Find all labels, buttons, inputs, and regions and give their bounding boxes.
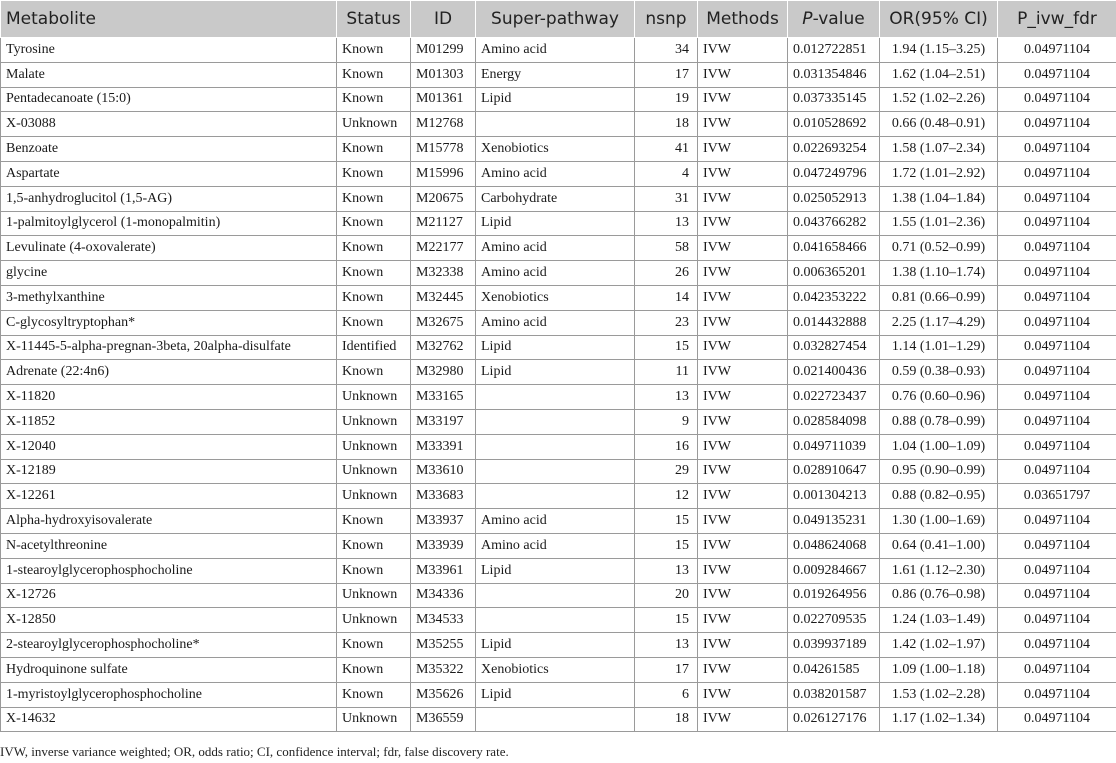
cell-method: IVW: [698, 509, 788, 534]
cell-p-ivw-fdr: 0.04971104: [998, 434, 1116, 459]
cell-p-ivw-fdr: 0.04971104: [998, 161, 1116, 186]
cell-status: Unknown: [337, 459, 411, 484]
cell-p-value: 0.049711039: [788, 434, 880, 459]
cell-status: Unknown: [337, 434, 411, 459]
cell-status: Unknown: [337, 484, 411, 509]
cell-p-value: 0.019264956: [788, 583, 880, 608]
cell-method: IVW: [698, 484, 788, 509]
cell-or-ci: 0.81 (0.66–0.99): [880, 285, 998, 310]
cell-metabolite: 1-stearoylglycerophosphocholine: [1, 558, 337, 583]
table-row: [1, 409, 1116, 434]
cell-nsnp: 9: [635, 409, 698, 434]
cell-or-ci: 1.42 (1.02–1.97): [880, 633, 998, 658]
cell-metabolite: Alpha-hydroxyisovalerate: [1, 509, 337, 534]
cell-status: Known: [337, 533, 411, 558]
cell-status: Known: [337, 682, 411, 707]
cell-or-ci: 0.66 (0.48–0.91): [880, 112, 998, 137]
cell-id: M12768: [411, 112, 476, 137]
cell-or-ci: 0.76 (0.60–0.96): [880, 385, 998, 410]
cell-id: M32980: [411, 360, 476, 385]
cell-p-ivw-fdr: 0.04971104: [998, 38, 1116, 63]
cell-or-ci: 1.58 (1.07–2.34): [880, 137, 998, 162]
cell-method: IVW: [698, 38, 788, 63]
cell-nsnp: 4: [635, 161, 698, 186]
cell-metabolite: 1,5-anhydroglucitol (1,5-AG): [1, 186, 337, 211]
header-or-ci: OR(95% CI): [880, 1, 998, 38]
header-methods: Methods: [698, 1, 788, 38]
cell-p-value: 0.041658466: [788, 236, 880, 261]
cell-p-value: 0.022693254: [788, 137, 880, 162]
cell-status: Unknown: [337, 409, 411, 434]
cell-nsnp: 15: [635, 335, 698, 360]
cell-p-ivw-fdr: 0.04971104: [998, 459, 1116, 484]
cell-super-pathway: Energy: [476, 62, 635, 87]
cell-id: M22177: [411, 236, 476, 261]
cell-status: Known: [337, 62, 411, 87]
cell-p-value: 0.025052913: [788, 186, 880, 211]
cell-super-pathway: [476, 459, 635, 484]
header-p-value: [788, 1, 880, 38]
cell-status: Unknown: [337, 707, 411, 732]
table-row: [1, 459, 1116, 484]
cell-nsnp: 16: [635, 434, 698, 459]
cell-super-pathway: Lipid: [476, 558, 635, 583]
cell-method: IVW: [698, 261, 788, 286]
table-row: [1, 112, 1116, 137]
cell-p-value: 0.042353222: [788, 285, 880, 310]
cell-method: IVW: [698, 112, 788, 137]
cell-super-pathway: Amino acid: [476, 161, 635, 186]
cell-id: M21127: [411, 211, 476, 236]
cell-method: IVW: [698, 533, 788, 558]
header-metabolite: Metabolite: [1, 1, 337, 38]
cell-metabolite: Hydroquinone sulfate: [1, 657, 337, 682]
cell-p-value: 0.022709535: [788, 608, 880, 633]
cell-or-ci: 0.95 (0.90–0.99): [880, 459, 998, 484]
cell-p-value: 0.031354846: [788, 62, 880, 87]
table-row: [1, 633, 1116, 658]
cell-p-ivw-fdr: 0.04971104: [998, 335, 1116, 360]
cell-p-ivw-fdr: 0.03651797: [998, 484, 1116, 509]
cell-p-value: 0.038201587: [788, 682, 880, 707]
cell-id: M36559: [411, 707, 476, 732]
cell-p-ivw-fdr: 0.04971104: [998, 310, 1116, 335]
cell-nsnp: 13: [635, 385, 698, 410]
cell-super-pathway: Xenobiotics: [476, 285, 635, 310]
cell-p-ivw-fdr: 0.04971104: [998, 236, 1116, 261]
cell-method: IVW: [698, 682, 788, 707]
cell-metabolite: X-12726: [1, 583, 337, 608]
table-row: [1, 186, 1116, 211]
cell-metabolite: glycine: [1, 261, 337, 286]
cell-or-ci: 1.94 (1.15–3.25): [880, 38, 998, 63]
cell-p-ivw-fdr: 0.04971104: [998, 583, 1116, 608]
cell-method: IVW: [698, 459, 788, 484]
cell-or-ci: 1.17 (1.02–1.34): [880, 707, 998, 732]
cell-status: Known: [337, 633, 411, 658]
table-row: [1, 310, 1116, 335]
cell-p-value: 0.001304213: [788, 484, 880, 509]
cell-super-pathway: Lipid: [476, 335, 635, 360]
cell-p-ivw-fdr: 0.04971104: [998, 657, 1116, 682]
cell-p-value: 0.039937189: [788, 633, 880, 658]
cell-status: Unknown: [337, 583, 411, 608]
header-status: Status: [337, 1, 411, 38]
table-header-row: [1, 1, 1116, 38]
cell-status: Known: [337, 657, 411, 682]
cell-method: IVW: [698, 657, 788, 682]
cell-metabolite: X-14632: [1, 707, 337, 732]
cell-p-ivw-fdr: 0.04971104: [998, 707, 1116, 732]
cell-metabolite: Aspartate: [1, 161, 337, 186]
cell-super-pathway: [476, 385, 635, 410]
cell-id: M35322: [411, 657, 476, 682]
cell-method: IVW: [698, 335, 788, 360]
table-row: [1, 211, 1116, 236]
cell-nsnp: 14: [635, 285, 698, 310]
cell-status: Unknown: [337, 608, 411, 633]
cell-or-ci: 1.61 (1.12–2.30): [880, 558, 998, 583]
cell-p-value: 0.037335145: [788, 87, 880, 112]
cell-p-ivw-fdr: 0.04971104: [998, 409, 1116, 434]
cell-method: IVW: [698, 558, 788, 583]
cell-id: M32338: [411, 261, 476, 286]
cell-id: M01361: [411, 87, 476, 112]
cell-p-value: 0.048624068: [788, 533, 880, 558]
cell-method: IVW: [698, 285, 788, 310]
cell-or-ci: 0.71 (0.52–0.99): [880, 236, 998, 261]
cell-p-ivw-fdr: 0.04971104: [998, 87, 1116, 112]
cell-status: Known: [337, 161, 411, 186]
table-row: [1, 360, 1116, 385]
cell-or-ci: 0.64 (0.41–1.00): [880, 533, 998, 558]
table-row: [1, 682, 1116, 707]
cell-p-ivw-fdr: 0.04971104: [998, 211, 1116, 236]
cell-status: Known: [337, 87, 411, 112]
cell-or-ci: 1.55 (1.01–2.36): [880, 211, 998, 236]
cell-p-value: 0.026127176: [788, 707, 880, 732]
cell-p-value: 0.009284667: [788, 558, 880, 583]
cell-id: M15778: [411, 137, 476, 162]
cell-p-ivw-fdr: 0.04971104: [998, 360, 1116, 385]
cell-p-ivw-fdr: 0.04971104: [998, 261, 1116, 286]
cell-nsnp: 29: [635, 459, 698, 484]
table-row: [1, 533, 1116, 558]
cell-or-ci: 0.88 (0.82–0.95): [880, 484, 998, 509]
table-row: [1, 657, 1116, 682]
cell-metabolite: Adrenate (22:4n6): [1, 360, 337, 385]
cell-nsnp: 26: [635, 261, 698, 286]
cell-or-ci: 1.62 (1.04–2.51): [880, 62, 998, 87]
cell-nsnp: 13: [635, 633, 698, 658]
cell-super-pathway: Amino acid: [476, 509, 635, 534]
cell-super-pathway: Amino acid: [476, 310, 635, 335]
cell-or-ci: 1.30 (1.00–1.69): [880, 509, 998, 534]
cell-p-value: 0.006365201: [788, 261, 880, 286]
table-row: [1, 558, 1116, 583]
cell-nsnp: 31: [635, 186, 698, 211]
table-row: [1, 261, 1116, 286]
cell-nsnp: 17: [635, 62, 698, 87]
cell-super-pathway: Lipid: [476, 211, 635, 236]
table-row: [1, 509, 1116, 534]
cell-method: IVW: [698, 137, 788, 162]
cell-p-ivw-fdr: 0.04971104: [998, 385, 1116, 410]
cell-id: M32675: [411, 310, 476, 335]
cell-p-value: 0.049135231: [788, 509, 880, 534]
table-row: [1, 236, 1116, 261]
cell-id: M01299: [411, 38, 476, 63]
header-p-ivw-fdr: P_ivw_fdr: [998, 1, 1116, 38]
cell-or-ci: 0.59 (0.38–0.93): [880, 360, 998, 385]
cell-p-ivw-fdr: 0.04971104: [998, 633, 1116, 658]
cell-super-pathway: [476, 707, 635, 732]
table-row: [1, 583, 1116, 608]
cell-status: Known: [337, 360, 411, 385]
cell-status: Unknown: [337, 385, 411, 410]
cell-nsnp: 41: [635, 137, 698, 162]
cell-p-value: 0.028910647: [788, 459, 880, 484]
table-row: [1, 434, 1116, 459]
table-body: [1, 38, 1116, 732]
cell-metabolite: N-acetylthreonine: [1, 533, 337, 558]
cell-id: M35255: [411, 633, 476, 658]
table-row: [1, 38, 1116, 63]
cell-super-pathway: Amino acid: [476, 533, 635, 558]
table-row: [1, 87, 1116, 112]
cell-nsnp: 34: [635, 38, 698, 63]
cell-method: IVW: [698, 186, 788, 211]
cell-p-ivw-fdr: 0.04971104: [998, 509, 1116, 534]
cell-method: IVW: [698, 87, 788, 112]
header-super-pathway: Super-pathway: [476, 1, 635, 38]
cell-super-pathway: [476, 434, 635, 459]
table-row: [1, 484, 1116, 509]
cell-nsnp: 15: [635, 533, 698, 558]
cell-method: IVW: [698, 633, 788, 658]
cell-or-ci: 0.88 (0.78–0.99): [880, 409, 998, 434]
cell-metabolite: Pentadecanoate (15:0): [1, 87, 337, 112]
cell-nsnp: 23: [635, 310, 698, 335]
cell-id: M20675: [411, 186, 476, 211]
cell-nsnp: 15: [635, 608, 698, 633]
header-p-italic: P: [802, 9, 813, 29]
table-row: [1, 285, 1116, 310]
cell-super-pathway: Lipid: [476, 682, 635, 707]
cell-method: IVW: [698, 360, 788, 385]
cell-p-value: 0.012722851: [788, 38, 880, 63]
cell-metabolite: Levulinate (4-oxovalerate): [1, 236, 337, 261]
table-row: [1, 137, 1116, 162]
cell-or-ci: 1.38 (1.04–1.84): [880, 186, 998, 211]
cell-metabolite: Tyrosine: [1, 38, 337, 63]
table-row: [1, 385, 1116, 410]
cell-method: IVW: [698, 161, 788, 186]
cell-nsnp: 19: [635, 87, 698, 112]
cell-metabolite: X-11820: [1, 385, 337, 410]
cell-p-value: 0.022723437: [788, 385, 880, 410]
cell-metabolite: 1-palmitoylglycerol (1-monopalmitin): [1, 211, 337, 236]
cell-method: IVW: [698, 583, 788, 608]
cell-method: IVW: [698, 236, 788, 261]
cell-p-value: 0.028584098: [788, 409, 880, 434]
table-row: [1, 707, 1116, 732]
cell-metabolite: X-12189: [1, 459, 337, 484]
cell-id: M33683: [411, 484, 476, 509]
cell-super-pathway: Amino acid: [476, 261, 635, 286]
cell-status: Known: [337, 509, 411, 534]
cell-id: M33165: [411, 385, 476, 410]
header-p-rest: -value: [812, 9, 865, 29]
cell-or-ci: 1.14 (1.01–1.29): [880, 335, 998, 360]
cell-id: M33391: [411, 434, 476, 459]
cell-metabolite: C-glycosyltryptophan*: [1, 310, 337, 335]
cell-status: Known: [337, 38, 411, 63]
cell-nsnp: 17: [635, 657, 698, 682]
cell-id: M32445: [411, 285, 476, 310]
cell-status: Known: [337, 236, 411, 261]
cell-super-pathway: Amino acid: [476, 236, 635, 261]
cell-super-pathway: [476, 484, 635, 509]
cell-id: M33961: [411, 558, 476, 583]
cell-p-value: 0.04261585: [788, 657, 880, 682]
table-row: [1, 608, 1116, 633]
cell-nsnp: 13: [635, 558, 698, 583]
header-id: ID: [411, 1, 476, 38]
cell-p-ivw-fdr: 0.04971104: [998, 137, 1116, 162]
cell-nsnp: 18: [635, 707, 698, 732]
cell-p-ivw-fdr: 0.04971104: [998, 533, 1116, 558]
cell-metabolite: 2-stearoylglycerophosphocholine*: [1, 633, 337, 658]
cell-super-pathway: Amino acid: [476, 38, 635, 63]
cell-super-pathway: Lipid: [476, 360, 635, 385]
cell-metabolite: X-11852: [1, 409, 337, 434]
cell-metabolite: X-12261: [1, 484, 337, 509]
cell-id: M34336: [411, 583, 476, 608]
cell-status: Known: [337, 261, 411, 286]
cell-metabolite: X-12040: [1, 434, 337, 459]
cell-status: Identified: [337, 335, 411, 360]
cell-id: M33610: [411, 459, 476, 484]
cell-id: M33937: [411, 509, 476, 534]
cell-or-ci: 2.25 (1.17–4.29): [880, 310, 998, 335]
cell-nsnp: 15: [635, 509, 698, 534]
cell-or-ci: 1.72 (1.01–2.92): [880, 161, 998, 186]
cell-super-pathway: Xenobiotics: [476, 657, 635, 682]
cell-p-ivw-fdr: 0.04971104: [998, 558, 1116, 583]
cell-method: IVW: [698, 707, 788, 732]
cell-metabolite: X-11445-5-alpha-pregnan-3beta, 20alpha-disulfate: [1, 335, 337, 360]
cell-or-ci: 1.09 (1.00–1.18): [880, 657, 998, 682]
cell-p-ivw-fdr: 0.04971104: [998, 112, 1116, 137]
cell-p-ivw-fdr: 0.04971104: [998, 186, 1116, 211]
cell-id: M35626: [411, 682, 476, 707]
table-footnote: IVW, inverse variance weighted; OR, odds ratio; CI, confidence interval; fdr, false discovery rate.: [0, 744, 509, 759]
cell-p-value: 0.032827454: [788, 335, 880, 360]
cell-or-ci: 1.38 (1.10–1.74): [880, 261, 998, 286]
cell-super-pathway: [476, 583, 635, 608]
cell-or-ci: 1.52 (1.02–2.26): [880, 87, 998, 112]
cell-or-ci: 1.04 (1.00–1.09): [880, 434, 998, 459]
cell-or-ci: 1.24 (1.03–1.49): [880, 608, 998, 633]
table-row: [1, 161, 1116, 186]
table-row: [1, 335, 1116, 360]
cell-metabolite: X-03088: [1, 112, 337, 137]
cell-super-pathway: Lipid: [476, 633, 635, 658]
cell-method: IVW: [698, 62, 788, 87]
cell-nsnp: 12: [635, 484, 698, 509]
cell-status: Known: [337, 137, 411, 162]
cell-p-ivw-fdr: 0.04971104: [998, 62, 1116, 87]
cell-p-ivw-fdr: 0.04971104: [998, 608, 1116, 633]
cell-id: M33197: [411, 409, 476, 434]
cell-or-ci: 0.86 (0.76–0.98): [880, 583, 998, 608]
cell-status: Unknown: [337, 112, 411, 137]
cell-super-pathway: [476, 409, 635, 434]
cell-super-pathway: Lipid: [476, 87, 635, 112]
cell-nsnp: 6: [635, 682, 698, 707]
cell-p-value: 0.047249796: [788, 161, 880, 186]
cell-metabolite: X-12850: [1, 608, 337, 633]
cell-p-ivw-fdr: 0.04971104: [998, 285, 1116, 310]
cell-id: M15996: [411, 161, 476, 186]
cell-nsnp: 18: [635, 112, 698, 137]
cell-metabolite: 3-methylxanthine: [1, 285, 337, 310]
cell-super-pathway: Xenobiotics: [476, 137, 635, 162]
cell-nsnp: 58: [635, 236, 698, 261]
cell-status: Known: [337, 211, 411, 236]
cell-super-pathway: [476, 608, 635, 633]
cell-method: IVW: [698, 409, 788, 434]
cell-p-value: 0.014432888: [788, 310, 880, 335]
cell-status: Known: [337, 285, 411, 310]
cell-status: Known: [337, 310, 411, 335]
cell-id: M01303: [411, 62, 476, 87]
cell-method: IVW: [698, 211, 788, 236]
cell-id: M32762: [411, 335, 476, 360]
cell-p-value: 0.021400436: [788, 360, 880, 385]
cell-status: Known: [337, 558, 411, 583]
cell-status: Known: [337, 186, 411, 211]
cell-nsnp: 13: [635, 211, 698, 236]
cell-nsnp: 11: [635, 360, 698, 385]
cell-metabolite: Malate: [1, 62, 337, 87]
cell-super-pathway: Carbohydrate: [476, 186, 635, 211]
cell-super-pathway: [476, 112, 635, 137]
cell-method: IVW: [698, 310, 788, 335]
cell-nsnp: 20: [635, 583, 698, 608]
table-row: [1, 62, 1116, 87]
cell-p-ivw-fdr: 0.04971104: [998, 682, 1116, 707]
cell-p-value: 0.043766282: [788, 211, 880, 236]
cell-metabolite: 1-myristoylglycerophosphocholine: [1, 682, 337, 707]
cell-or-ci: 1.53 (1.02–2.28): [880, 682, 998, 707]
cell-method: IVW: [698, 434, 788, 459]
cell-id: M34533: [411, 608, 476, 633]
cell-id: M33939: [411, 533, 476, 558]
header-nsnp: nsnp: [635, 1, 698, 38]
cell-method: IVW: [698, 385, 788, 410]
cell-p-value: 0.010528692: [788, 112, 880, 137]
cell-method: IVW: [698, 608, 788, 633]
cell-metabolite: Benzoate: [1, 137, 337, 162]
